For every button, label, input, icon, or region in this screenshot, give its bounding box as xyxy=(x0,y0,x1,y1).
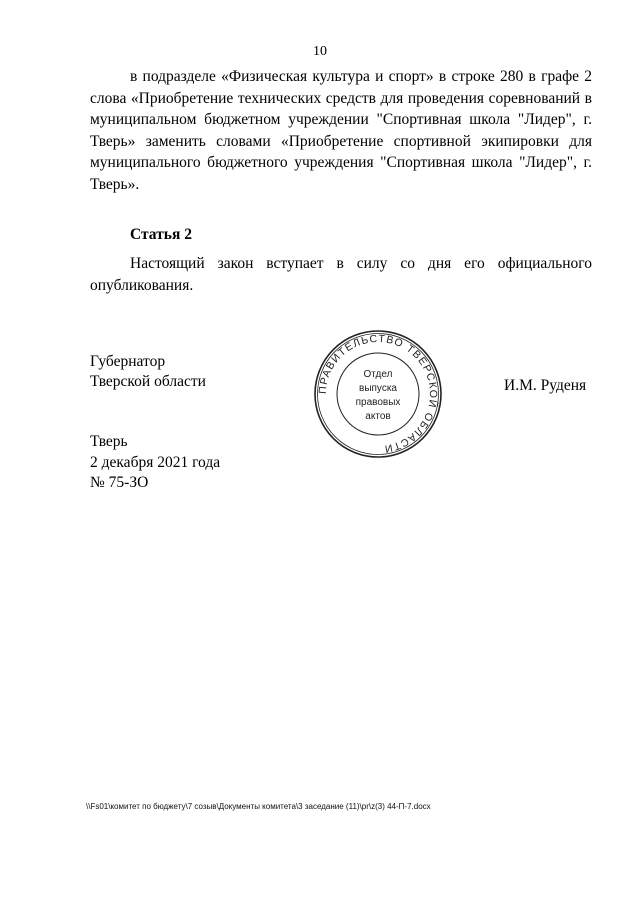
stamp-inner-line-1: Отдел xyxy=(363,369,393,380)
stamp-outer-text: ПРАВИТЕЛЬСТВО ТВЕРСКОЙ ОБЛАСТИ xyxy=(316,332,440,455)
place-date-block xyxy=(90,432,220,494)
stamp-outer-ring xyxy=(315,331,441,457)
stamp-inner-line-4: актов xyxy=(365,411,391,422)
official-stamp xyxy=(313,329,443,459)
city: Тверь xyxy=(90,433,128,450)
page-number: 10 xyxy=(313,44,327,59)
stamp-inner-line-3: правовых xyxy=(355,397,401,408)
stamp-seal-graphic xyxy=(313,329,443,459)
stamp-inner-ring xyxy=(337,353,419,435)
file-path-footer: \\Fs01\комитет по бюджету\7 созыв\Документы комитета\3 заседание (11)\pr\z(3) 44-П-7.docx xyxy=(86,802,431,811)
stamp-inner-line-2: выпуска xyxy=(359,383,397,394)
date: 2 декабря 2021 года xyxy=(90,453,221,471)
amendment-paragraph: в подразделе «Физическая культура и спорт» в строке 280 в графе 2 слова «Приобретение технических средств для проведения соревнований в муниципальном бюджетном учреждении "Спортивная школа "Лидер", г. Тверь» заменить словами «Приобретение спортивной экипировки для муниципального бюджетного учреждения "Спортивная школа "Лидер", г. Тверь». xyxy=(90,68,592,193)
signer-position xyxy=(90,352,206,392)
article-paragraph: Настоящий закон вступает в силу со дня его официального опубликования. xyxy=(90,255,592,294)
signer-position-line-2: Тверской области xyxy=(90,373,206,390)
signer-name: И.М. Руденя xyxy=(504,377,587,394)
article-heading: Статья 2 xyxy=(130,226,192,243)
signer-position-line-1: Губернатор xyxy=(90,353,166,370)
law-number: № 75-ЗО xyxy=(90,474,149,491)
